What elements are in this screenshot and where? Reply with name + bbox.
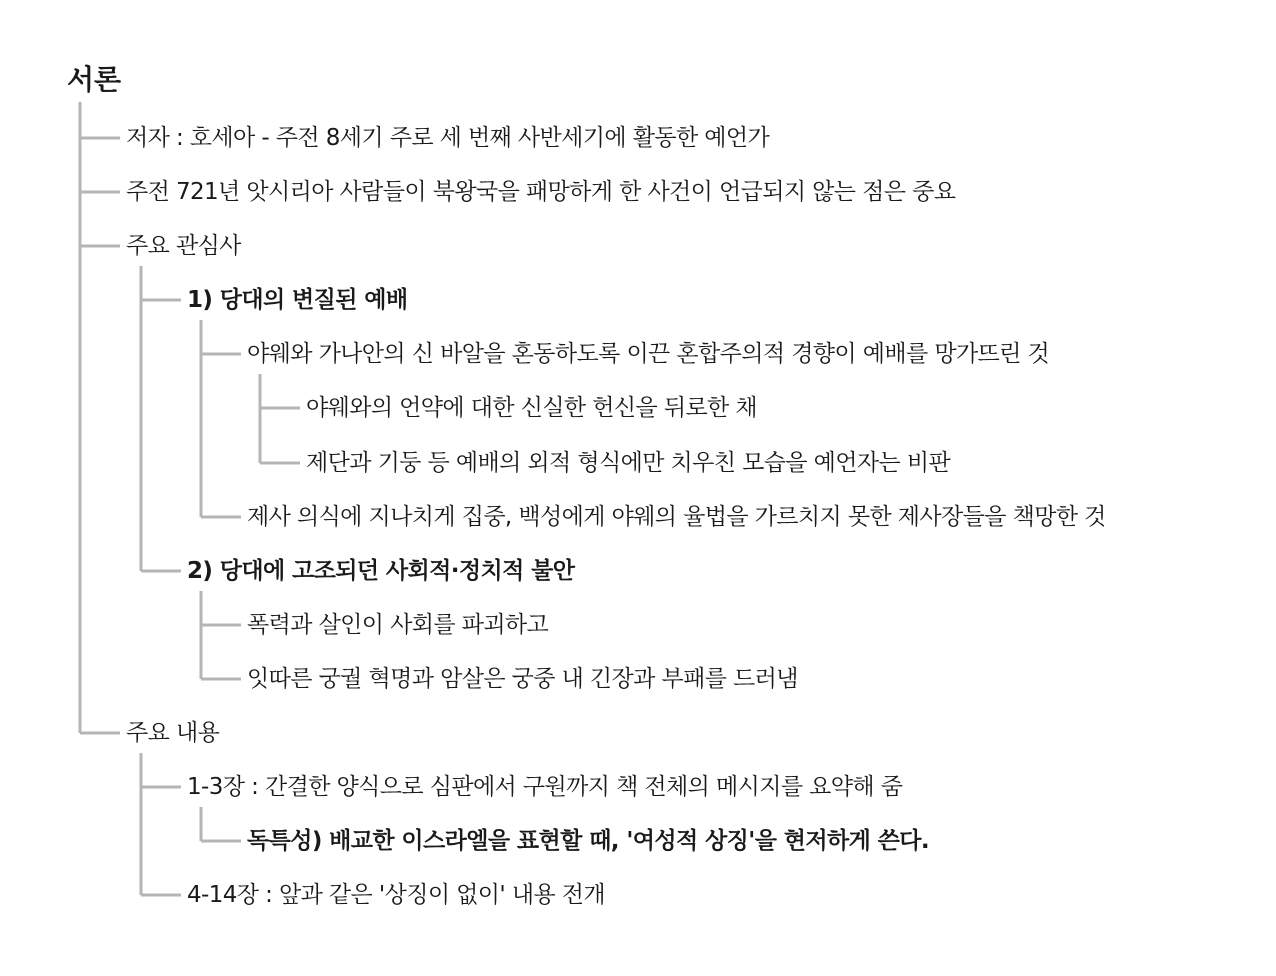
- node-external-forms: 제단과 기둥 등 예배의 외적 형식에만 치우친 모습을 예언자는 비판: [306, 450, 951, 476]
- node-concern-worship: 1) 당대의 변질된 예배: [187, 287, 408, 313]
- node-feminine-symbol: 독특성) 배교한 이스라엘을 표현할 때, '여성적 상징'을 현저하게 쓴다.: [247, 828, 930, 854]
- root-node-title: 서론: [67, 63, 122, 96]
- node-priests-rebuke: 제사 의식에 지나치게 집중, 백성에게 야웨의 율법을 가르치지 못한 제사장들을 책망한 것: [247, 504, 1106, 530]
- node-concern-unrest: 2) 당대에 고조되던 사회적·정치적 불안: [187, 558, 575, 584]
- node-chapters-4-14: 4-14장 : 앞과 같은 '상징이 없이' 내용 전개: [187, 882, 606, 908]
- node-violence: 폭력과 살인이 사회를 파괴하고: [247, 612, 549, 638]
- node-author: 저자 : 호세아 - 주전 8세기 주로 세 번째 사반세기에 활동한 예언가: [126, 125, 770, 151]
- node-covenant-neglect: 야웨와의 언약에 대한 신실한 헌신을 뒤로한 채: [306, 395, 758, 421]
- node-chapters-1-3: 1-3장 : 간결한 양식으로 심판에서 구원까지 책 전체의 메시지를 요약해 줌: [187, 774, 903, 800]
- node-main-content: 주요 내용: [126, 720, 220, 746]
- node-main-concerns: 주요 관심사: [126, 233, 241, 259]
- node-syncretism: 야웨와 가나안의 신 바알을 혼동하도록 이끈 혼합주의적 경향이 예배를 망가뜨린 것: [247, 341, 1050, 367]
- node-palace-revolts: 잇따른 궁궐 혁명과 암살은 궁중 내 긴장과 부패를 드러냄: [247, 666, 798, 692]
- node-event: 주전 721년 앗시리아 사람들이 북왕국을 패망하게 한 사건이 언급되지 않는 점은 중요: [126, 179, 956, 205]
